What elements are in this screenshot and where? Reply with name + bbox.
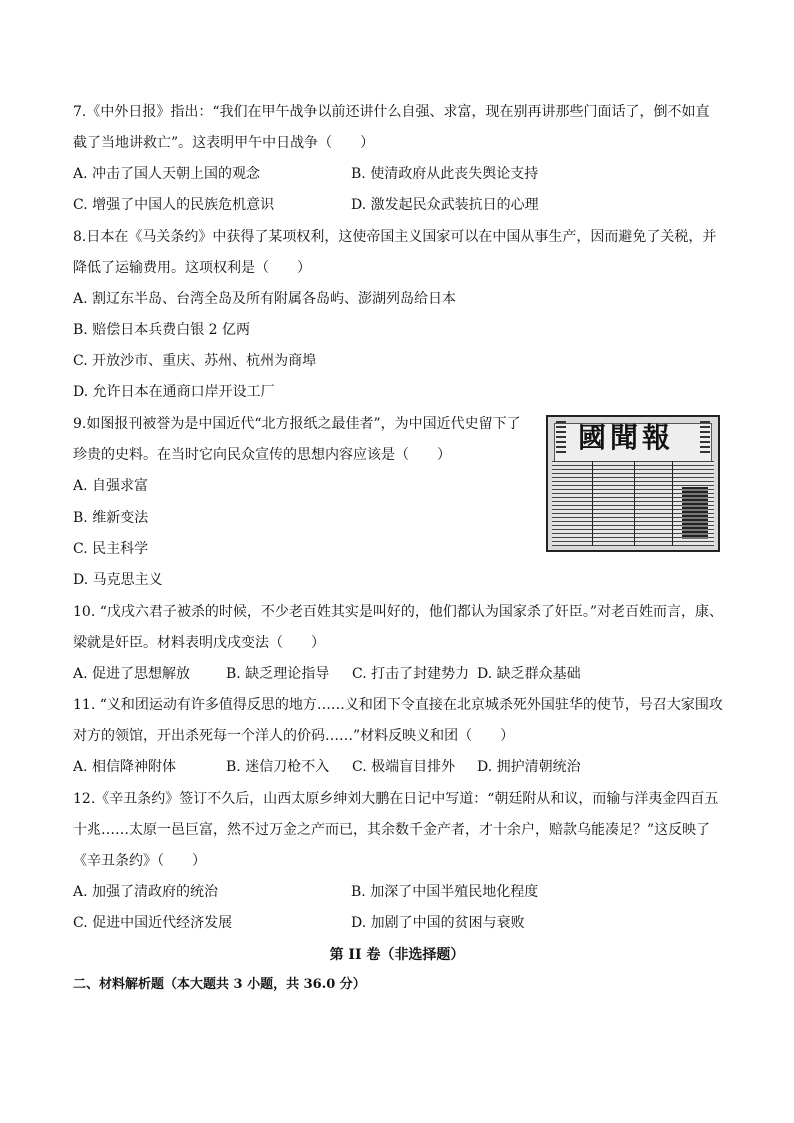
q10-option-a: A. 促进了思想解放 (73, 666, 191, 682)
q12-option-c: C. 促进中国近代经济发展 (73, 915, 233, 931)
q12-stem-line1: 12.《辛丑条约》签订不久后，山西太原乡绅刘大鹏在日记中写道：“朝廷附从和议，而输与洋夷金四百五 (73, 791, 719, 807)
q10-option-c: C. 打击了封建势力 (352, 666, 470, 682)
q10-option-d: D. 缺乏群众基础 (477, 666, 581, 682)
q7-stem-line1: 7.《中外日报》指出：“我们在甲午战争以前还讲什么自强、求富，现在别再讲那些门面话了，倒不如直 (73, 104, 710, 120)
q10-stem-line2: 梁就是奸臣。材料表明戊戌变法（ ） (73, 635, 325, 651)
q7-option-a: A. 冲击了国人天朝上国的观念 (73, 166, 261, 182)
q12-option-b: B. 加深了中国半殖民地化程度 (351, 884, 539, 900)
q9-option-b: B. 维新变法 (73, 510, 149, 526)
q11-stem-line2: 对方的领馆，开出杀死每一个洋人的价码……”材料反映义和团（ ） (73, 728, 515, 744)
q7-stem-line2: 截了当地讲救亡”。这表明甲午中日战争（ ） (73, 135, 375, 151)
newspaper-side-text-left (556, 421, 566, 455)
newspaper-side-text-right (700, 421, 710, 455)
q8-option-b: B. 赔偿日本兵费白银 2 亿两 (73, 322, 250, 338)
q8-stem-line1: 8.日本在《马关条约》中获得了某项权利，这使帝国主义国家可以在中国从事生产，因而避免了关税，并 (73, 229, 717, 245)
q7-option-b: B. 使清政府从此丧失舆论支持 (351, 166, 539, 182)
q11-option-c: C. 极端盲目排外 (352, 759, 456, 775)
q9-stem-line2: 珍贵的史料。在当时它向民众宣传的思想内容应该是（ ） (73, 447, 451, 463)
q11-option-b: B. 迷信刀枪不入 (226, 759, 330, 775)
q7-option-c: C. 增强了中国人的民族危机意识 (73, 197, 275, 213)
q8-option-c: C. 开放沙市、重庆、苏州、杭州为商埠 (73, 353, 317, 369)
newspaper-dark-block (682, 487, 708, 539)
q9-stem-line1: 9.如图报刊被誉为是中国近代“北方报纸之最佳者”，为中国近代史留下了 (73, 416, 521, 432)
q9-option-c: C. 民主科学 (73, 541, 149, 557)
q8-option-d: D. 允许日本在通商口岸开设工厂 (73, 384, 275, 400)
q11-stem-line1: 11. “义和团运动有许多值得反思的地方……义和团下令直接在北京城杀死外国驻华的使节，号召大家围攻 (73, 697, 723, 713)
q11-option-a: A. 相信降神附体 (73, 759, 177, 775)
q9-option-d: D. 马克思主义 (73, 572, 163, 588)
q12-stem-line3: 《辛丑条约》（ ） (73, 853, 206, 869)
section-subtitle: 二、材料解析题（本大题共 3 小题，共 36.0 分） (73, 977, 366, 992)
q12-option-a: A. 加强了清政府的统治 (73, 884, 219, 900)
newspaper-column-rule (592, 461, 593, 546)
q10-option-b: B. 缺乏理论指导 (226, 666, 330, 682)
section-title: 第 II 卷（非选择题） (329, 947, 465, 963)
q9-option-a: A. 自强求富 (73, 478, 149, 494)
q11-option-d: D. 拥护清朝统治 (477, 759, 581, 775)
newspaper-masthead: 國聞報 (577, 421, 674, 454)
newspaper-column-rule (634, 461, 635, 546)
q7-option-d: D. 激发起民众武装抗日的心理 (351, 197, 539, 213)
q8-option-a: A. 割辽东半岛、台湾全岛及所有附属各岛屿、澎湖列岛给日本 (73, 291, 457, 307)
q8-stem-line2: 降低了运输费用。这项权利是（ ） (73, 260, 311, 276)
newspaper-image (546, 415, 720, 552)
q12-option-d: D. 加剧了中国的贫困与衰败 (351, 915, 525, 931)
q12-stem-line2: 十兆……太原一邑巨富，然不过万金之产而已，其余数千金产者，才十余户，赔款乌能凑足？”这反映了 (73, 822, 711, 838)
newspaper-column-rule (672, 461, 673, 546)
q10-stem-line1: 10. “戊戌六君子被杀的时候，不少老百姓其实是叫好的，他们都认为国家杀了奸臣。”对老百姓而言，康、 (73, 604, 724, 620)
